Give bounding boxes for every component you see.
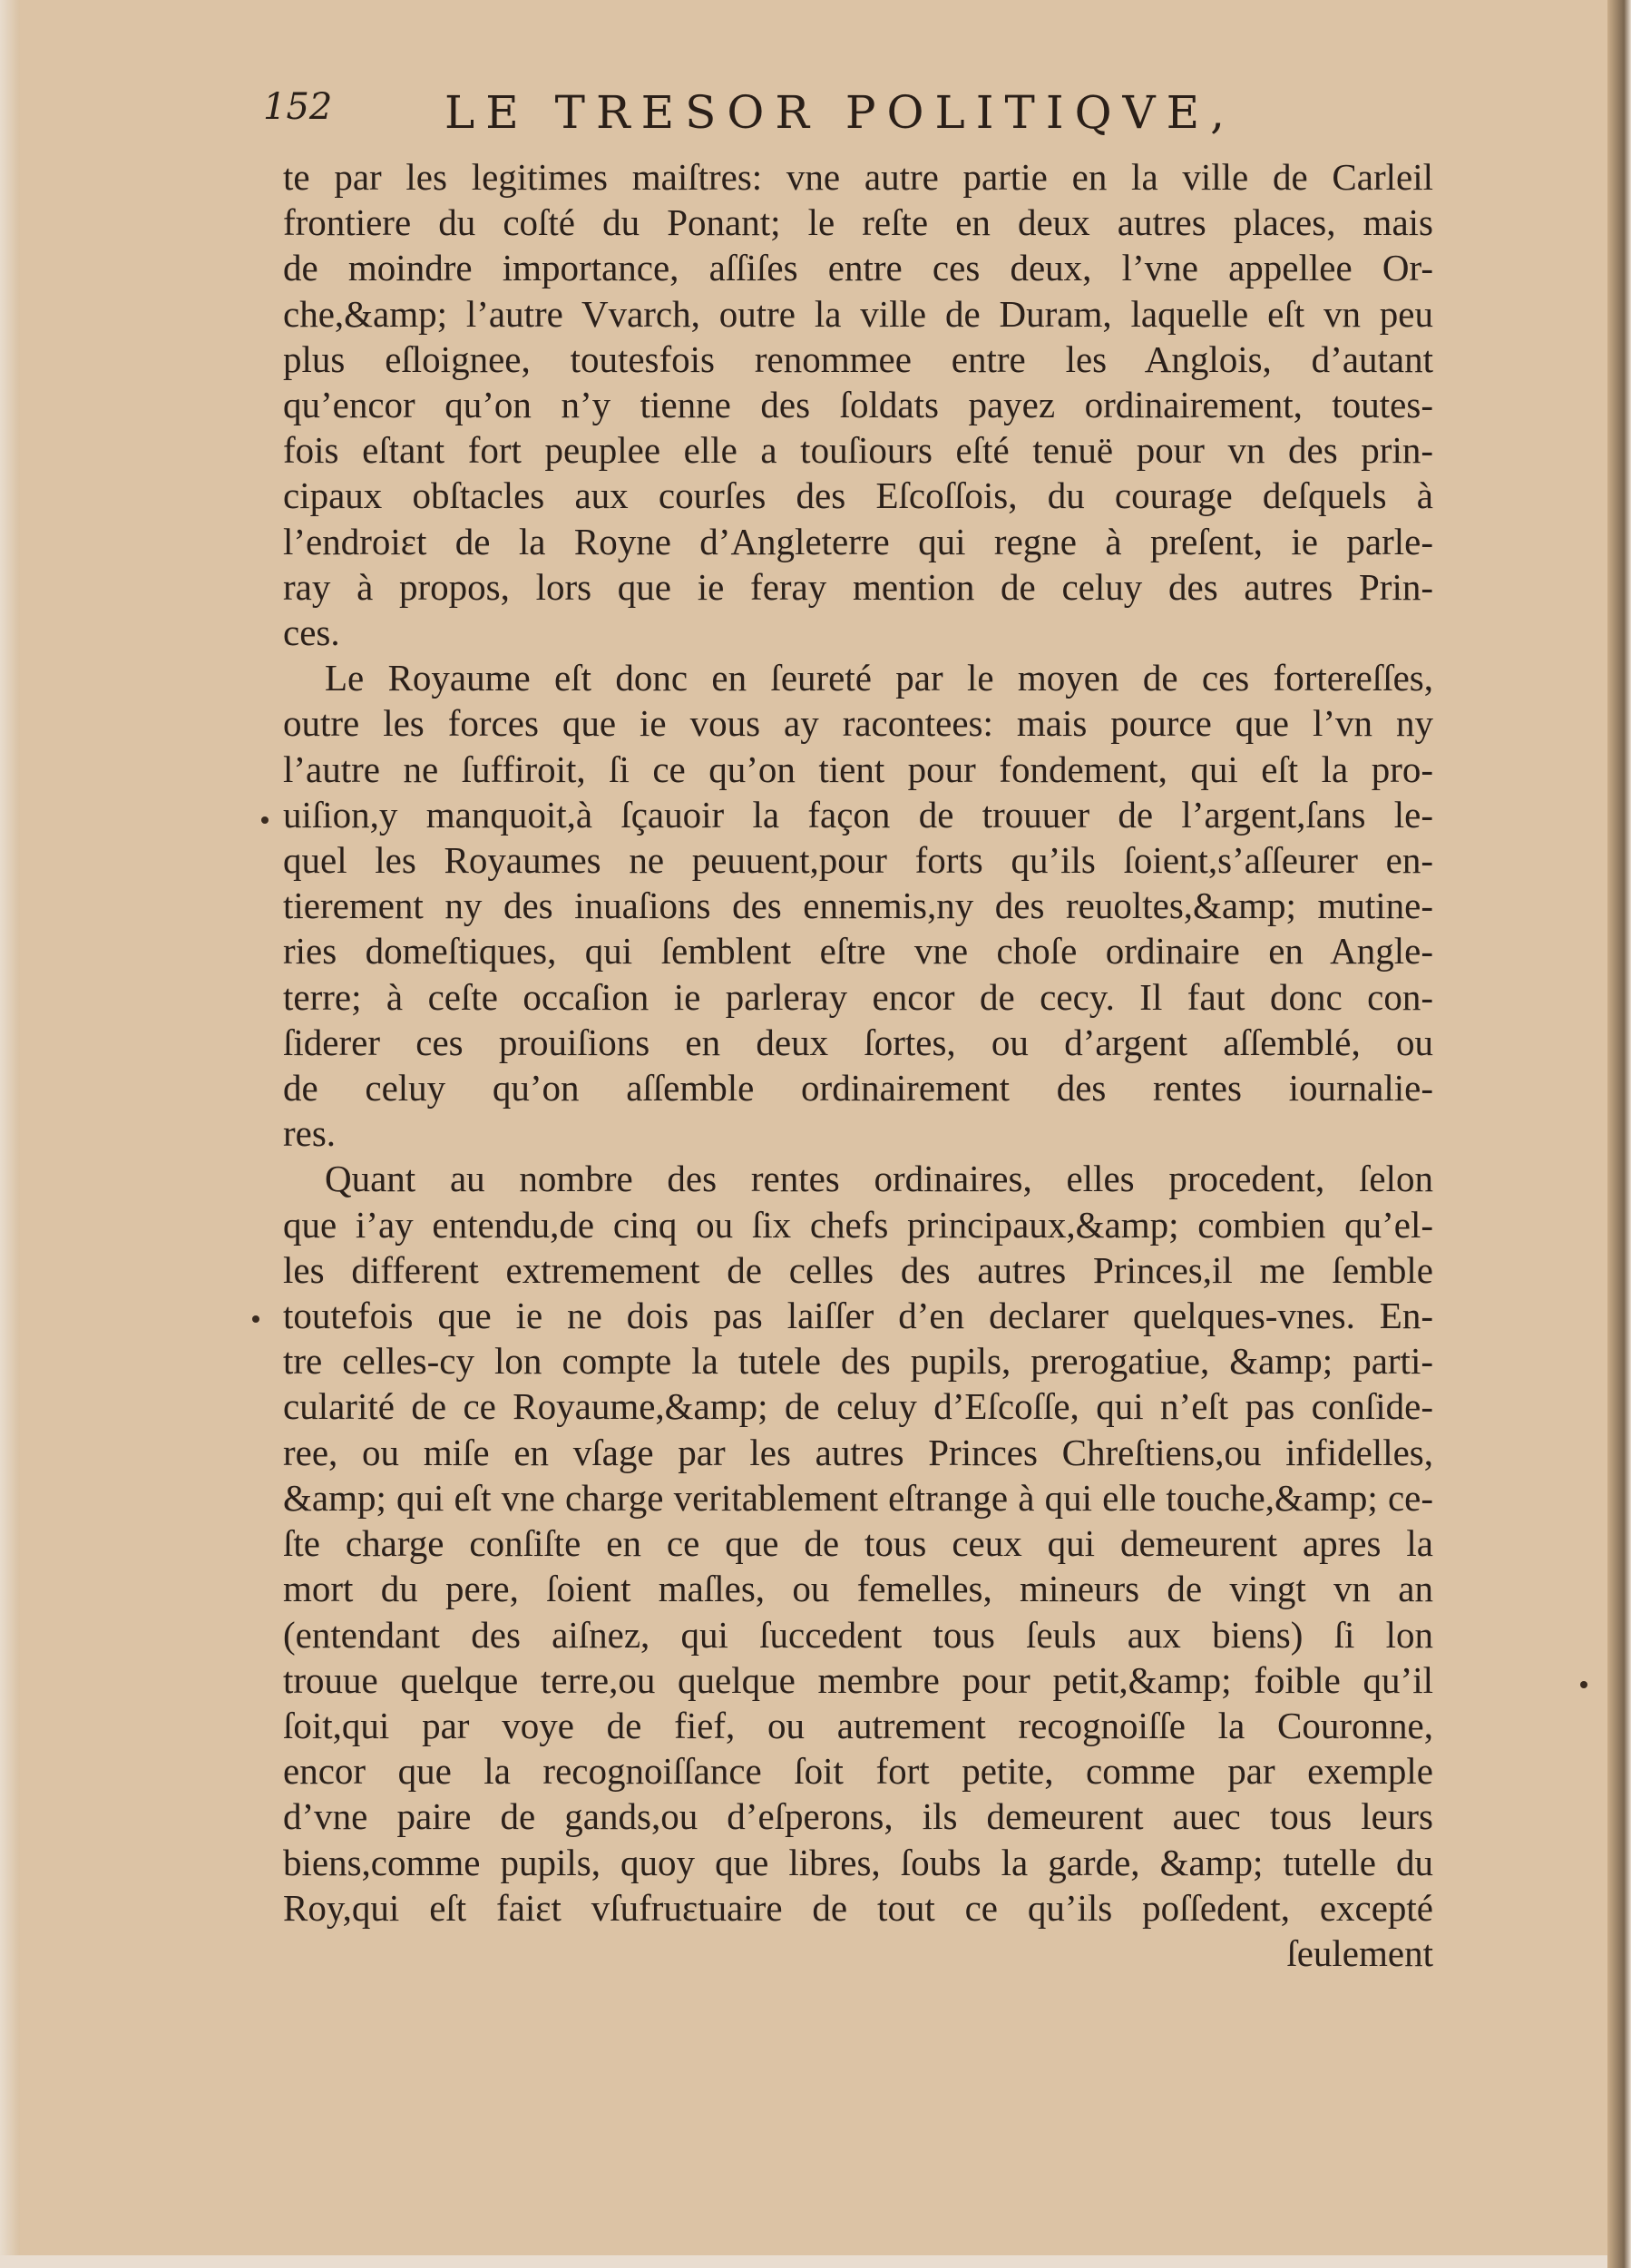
margin-mark: [1580, 1681, 1587, 1688]
page-bottom-edge: [0, 2255, 1631, 2268]
text-line: toutefois que ie ne dois pas laiſſer d’en declarer quelques-vnes. En-: [283, 1295, 1433, 1337]
paragraph-start-line: Le Royaume eſt donc en ſeureté par le moyen de ces fortereſſes,: [325, 657, 1433, 699]
text-line: plus eſloignee, toutesfois renommee entre les Anglois, d’autant: [283, 337, 1433, 380]
text-line: ries domeſtiques, qui ſemblent eſtre vne choſe ordinaire en Angle-: [283, 930, 1433, 973]
text-line: quel les Royaumes ne peuuent,pour forts qu’ils ſoient,s’aſſeurer en-: [283, 839, 1433, 882]
text-line: fois eſtant fort peuplee elle a touſiours eſté tenuë pour vn des prin-: [283, 429, 1433, 472]
text-line: les different extremement de celles des autres Princes,il me ſemble: [283, 1248, 1433, 1291]
text-line: l’autre ne ſuffiroit, ſi ce qu’on tient pour fondement, qui eſt la pro-: [283, 748, 1433, 790]
text-line: cularité de ce Royaume,&amp; de celuy d’Eſcoſſe, qui n’eſt pas conſide-: [283, 1385, 1433, 1428]
page-header: [263, 86, 1442, 159]
text-line: tierement ny des inuaſions des ennemis,ny des reuoltes,&amp; mutine-: [283, 885, 1433, 927]
text-line: qu’encor qu’on n’y tienne des ſoldats payez ordinairement, toutes-: [283, 384, 1433, 426]
text-line: uiſion,y manquoit,à ſçauoir la façon de trouuer de l’argent,ſans le-: [283, 793, 1433, 836]
text-line: d’vne paire de gands,ou d’eſperons, ils demeurent auec tous leurs: [283, 1795, 1433, 1838]
text-line: frontiere du coſté du Ponant; le reſte en deux autres places, mais: [283, 201, 1433, 244]
text-line: (entendant des aiſnez, qui ſuccedent tous ſeuls aux biens) ſi lon: [283, 1613, 1433, 1656]
margin-mark: [261, 816, 269, 824]
text-line: che,&amp; l’autre Vvarch, outre la ville de Duram, laquelle eſt vn peu: [283, 292, 1433, 335]
text-line: Roy,qui eſt faiɛt vſufruɛtuaire de tout ce qu’ils poſſedent, excepté: [283, 1886, 1433, 1929]
catchword: ſeulement: [1286, 1931, 1433, 1974]
text-line: ſoit,qui par voye de fief, ou autrement recognoiſſe la Couronne,: [283, 1704, 1433, 1746]
paragraph-start-line: Quant au nombre des rentes ordinaires, elles procedent, ſelon: [325, 1158, 1433, 1200]
body-text: [283, 154, 1433, 1976]
text-line: de moindre importance, aſſiſes entre ces deux, l’vne appellee Or-: [283, 247, 1433, 289]
text-line: ſiderer ces prouiſions en deux ſortes, ou d’argent aſſemblé, ou: [283, 1021, 1433, 1063]
text-line: trouue quelque terre,ou quelque membre pour petit,&amp; foible qu’il: [283, 1658, 1433, 1701]
running-title: LE TRESOR POLITIQVE,: [444, 86, 1236, 139]
text-line: encor que la recognoiſſance ſoit fort petite, comme par exemple: [283, 1750, 1433, 1793]
text-line: cipaux obſtacles aux courſes des Eſcoſſois, du courage deſquels à: [283, 474, 1433, 517]
text-line: te par les legitimes maiſtres: vne autre partie en la ville de Carleil: [283, 156, 1433, 198]
text-line: ray à propos, lors que ie feray mention de celuy des autres Prin-: [283, 565, 1433, 608]
text-line: mort du pere, ſoient maſles, ou femelles, mineurs de vingt vn an: [283, 1568, 1433, 1610]
text-line: ſte charge conſiſte en ce que de tous ceux qui demeurent apres la: [283, 1522, 1433, 1565]
text-line: ces.: [283, 611, 340, 654]
text-line: biens,comme pupils, quoy que libres, ſoubs la garde, &amp; tutelle du: [283, 1841, 1433, 1883]
margin-mark: [252, 1315, 259, 1323]
text-line: l’endroiɛt de la Royne d’Angleterre qui regne à preſent, ie parle-: [283, 520, 1433, 562]
text-line: de celuy qu’on aſſemble ordinairement des rentes iournalie-: [283, 1067, 1433, 1110]
text-line: res.: [283, 1112, 337, 1155]
text-line: terre; à ceſte occaſion ie parleray encor de cecy. Il faut donc con-: [283, 975, 1433, 1018]
text-line: ree, ou miſe en vſage par les autres Princes Chreſtiens,ou infidelles,: [283, 1431, 1433, 1473]
text-line: tre celles-cy lon compte la tutele des pupils, prerogatiue, &amp; parti-: [283, 1340, 1433, 1383]
text-line: que i’ay entendu,de cinq ou ſix chefs principaux,&amp; combien qu’el-: [283, 1203, 1433, 1246]
text-line: &amp; qui eſt vne charge veritablement eſtrange à qui elle touche,&amp; ce-: [283, 1476, 1433, 1519]
text-line: outre les forces que ie vous ay racontees: mais pource que l’vn ny: [283, 702, 1433, 745]
page-number: 152: [263, 86, 333, 128]
